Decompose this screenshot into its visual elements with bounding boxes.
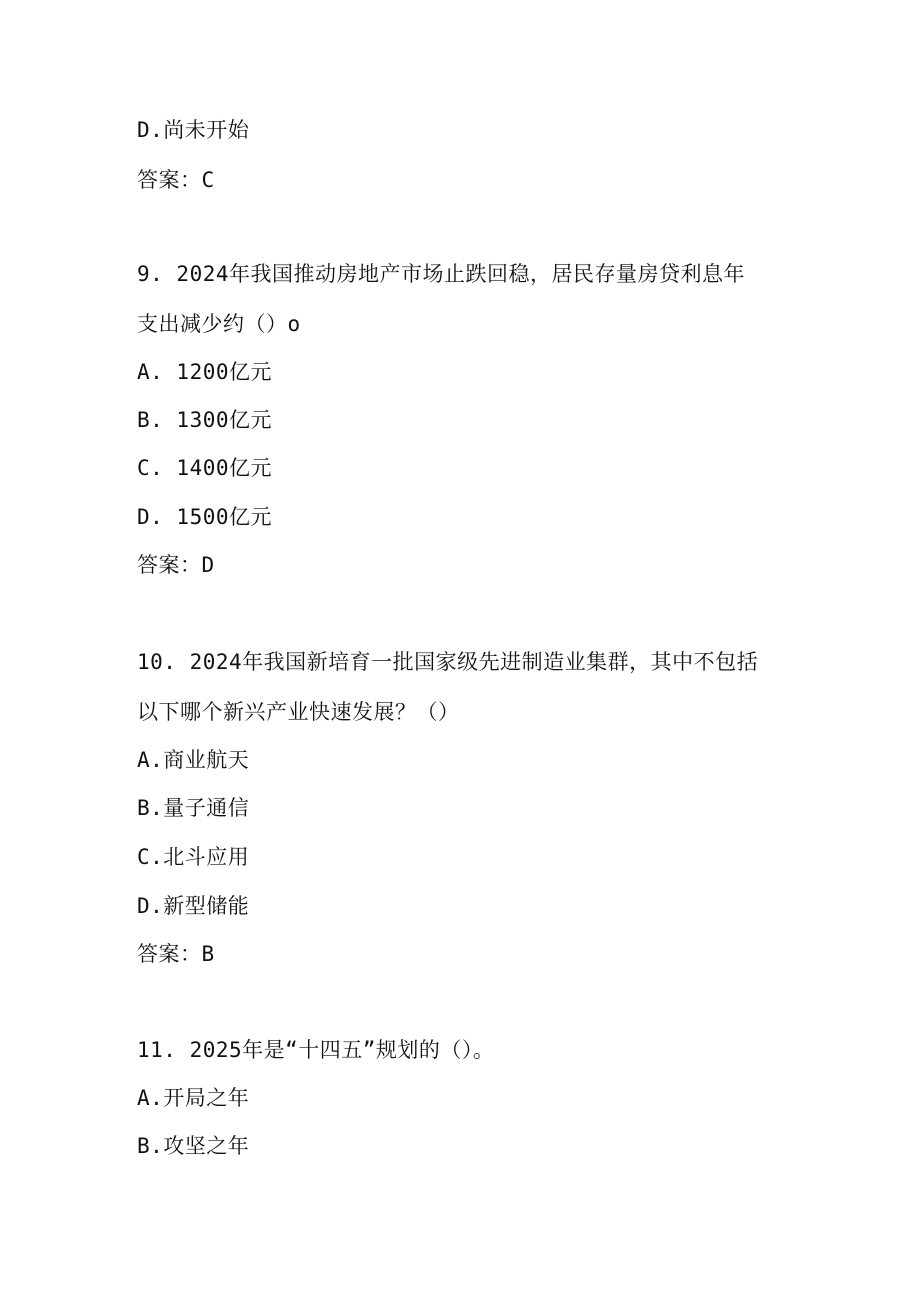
q10-answer: 答案：B (137, 942, 215, 966)
q8-option-d: D.尚未开始 (137, 118, 250, 142)
q10-question-line-1: 10. 2024年我国新培育一批国家级先进制造业集群，其中不包括 (137, 650, 759, 674)
q10-question-line-2: 以下哪个新兴产业快速发展？（） (137, 700, 460, 724)
q10-option-b: B.量子通信 (137, 796, 250, 820)
q11-option-b: B.攻坚之年 (137, 1134, 250, 1158)
q9-option-b: B. 1300亿元 (137, 408, 273, 432)
q9-option-c: C. 1400亿元 (137, 456, 273, 480)
q10-option-a: A.商业航天 (137, 748, 250, 772)
q9-answer: 答案：D (137, 553, 215, 577)
q11-option-a: A.开局之年 (137, 1086, 250, 1110)
q11-question: 11. 2025年是“十四五”规划的（）。 (137, 1038, 495, 1062)
q9-question-line-2: 支出减少约（）o (137, 312, 301, 336)
q10-option-d: D.新型储能 (137, 894, 250, 918)
q9-option-d: D. 1500亿元 (137, 505, 273, 529)
q9-option-a: A. 1200亿元 (137, 360, 273, 384)
q10-option-c: C.北斗应用 (137, 845, 250, 869)
q9-question-line-1: 9. 2024年我国推动房地产市场止跌回稳，居民存量房贷利息年 (137, 262, 745, 286)
q8-answer: 答案：C (137, 168, 215, 192)
